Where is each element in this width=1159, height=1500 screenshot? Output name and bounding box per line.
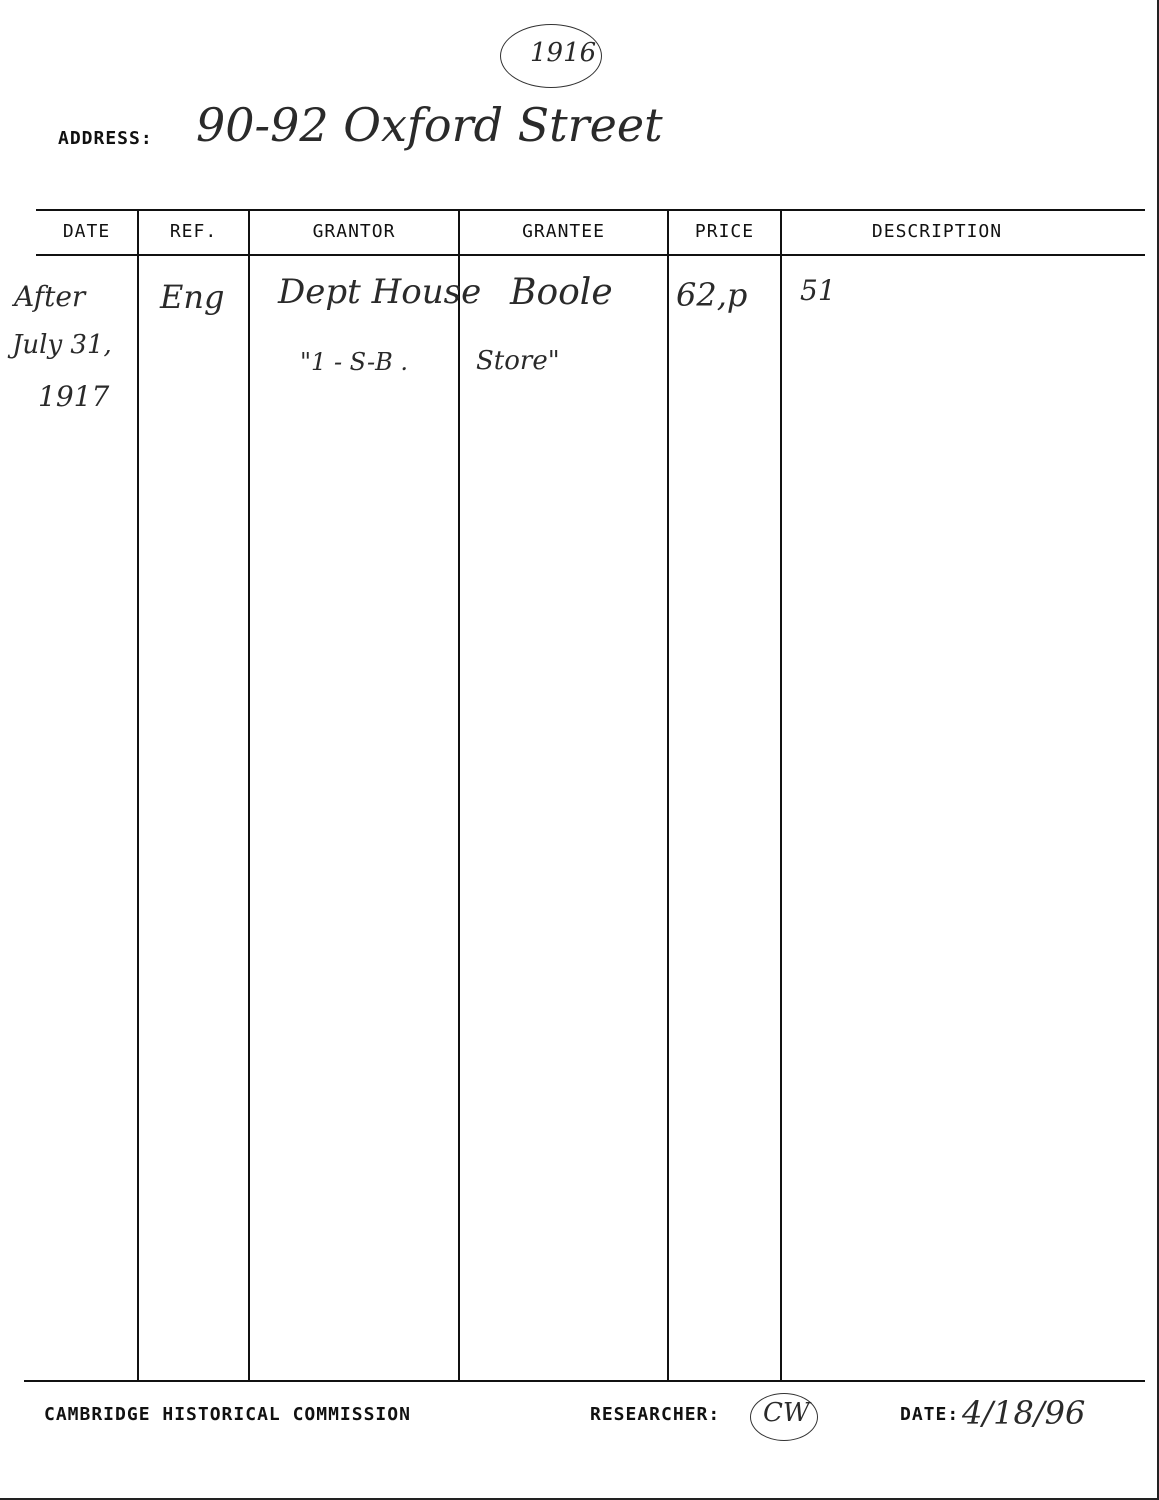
- row-description: 51: [800, 274, 836, 307]
- row-price: 62,p: [676, 276, 748, 314]
- column-divider-ref: [248, 209, 250, 1380]
- column-divider-price: [780, 209, 782, 1380]
- footer-researcher-label: RESEARCHER:: [590, 1404, 721, 1425]
- table-header-rule: [36, 254, 1145, 256]
- row-grantor-note: "1 - S-B .: [300, 348, 408, 376]
- header-ref: REF.: [169, 221, 218, 242]
- row-grantor: Dept House: [278, 272, 482, 312]
- row-ref: Eng: [160, 278, 225, 316]
- row-date-line-2: July 31,: [12, 330, 112, 360]
- footer-date-label: DATE:: [900, 1404, 960, 1425]
- header-date: DATE: [62, 221, 111, 242]
- table-bottom-rule: [24, 1380, 1145, 1382]
- footer-organization: CAMBRIDGE HISTORICAL COMMISSION: [44, 1404, 411, 1425]
- row-grantee: Boole: [510, 272, 613, 313]
- header-description: DESCRIPTION: [871, 221, 1003, 242]
- table-top-rule: [36, 209, 1145, 211]
- header-price: PRICE: [694, 221, 755, 242]
- footer-researcher-value: CW: [763, 1398, 810, 1428]
- column-divider-date: [137, 209, 139, 1380]
- footer-date-value: 4/18/96: [962, 1394, 1086, 1432]
- year-stamp: 1916: [530, 38, 597, 68]
- column-divider-grantee: [667, 209, 669, 1380]
- row-date-line-3: 1917: [38, 380, 110, 413]
- column-divider-grantor: [458, 209, 460, 1380]
- address-value: 90-92 Oxford Street: [196, 98, 663, 152]
- row-date-line-1: After: [14, 280, 86, 313]
- header-grantee: GRANTEE: [522, 221, 605, 242]
- address-label: ADDRESS:: [58, 128, 153, 149]
- row-grantee-note: Store": [476, 346, 560, 376]
- header-grantor: GRANTOR: [312, 221, 396, 242]
